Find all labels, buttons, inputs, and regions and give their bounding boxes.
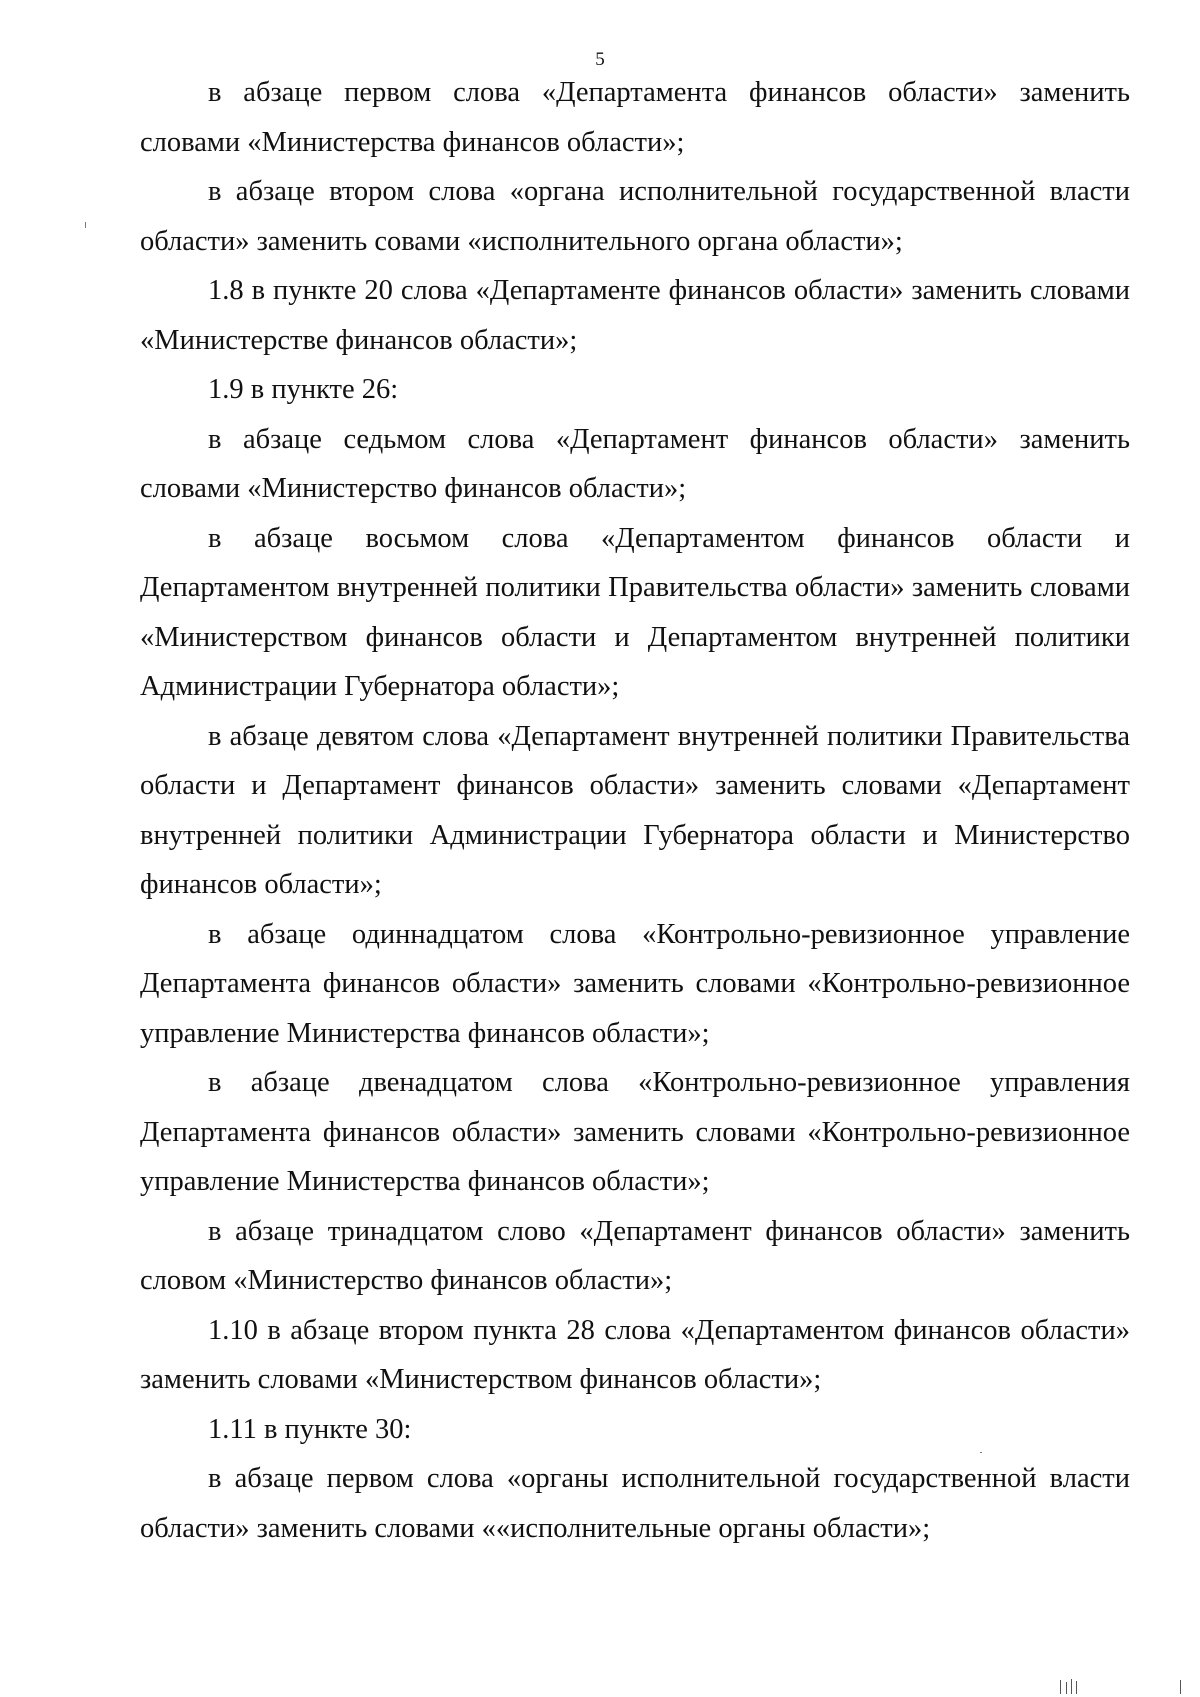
scan-artifact-bottom	[1076, 1681, 1077, 1694]
scan-artifact-bottom	[1180, 1680, 1181, 1694]
paragraph-13: в абзаце первом слова «органы исполнительной государственной власти области» заменить словами ««исполнительные органы области»;	[140, 1463, 1130, 1544]
paragraph-2: в абзаце втором слова «органа исполнительной государственной власти области» заменить совами «исполнительного органа области»;	[140, 176, 1130, 257]
paragraph-11: 1.10 в абзаце втором пункта 28 слова «Департаментом финансов области» заменить словами «Министерством финансов области»;	[140, 1314, 1130, 1395]
paragraph-10: в абзаце тринадцатом слово «Департамент финансов области» заменить словом «Министерство финансов области»;	[140, 1215, 1130, 1296]
page-number: 5	[595, 49, 605, 70]
paragraph-12: 1.11 в пункте 30:	[208, 1413, 412, 1445]
document-body	[140, 68, 1130, 1553]
scan-artifact-bottom	[1071, 1679, 1072, 1694]
scan-artifact-bottom	[1066, 1682, 1067, 1694]
paragraph-3: 1.8 в пункте 20 слова «Департаменте финансов области» заменить словами «Министерстве финансов области»;	[140, 275, 1130, 356]
paragraph-6: в абзаце восьмом слова «Департаментом финансов области и Департаментом внутренней политики Правительства области» заменить словами «Министерством финансов области и Департаментом внутренней политики Администрации Губернатора области»;	[140, 522, 1130, 702]
paragraph-1: в абзаце первом слова «Департамента финансов области» заменить словами «Министерства финансов области»;	[140, 77, 1130, 158]
paragraph-9: в абзаце двенадцатом слова «Контрольно-ревизионное управления Департамента финансов области» заменить словами «Контрольно-ревизионное управление Министерства финансов области»;	[140, 1067, 1130, 1197]
scan-artifact-right	[980, 1452, 982, 1453]
paragraph-4: 1.9 в пункте 26:	[208, 374, 399, 405]
paragraph-8: в абзаце одиннадцатом слова «Контрольно-ревизионное управление Департамента финансов области» заменить словами «Контрольно-ревизионное управление Министерства финансов области»;	[140, 918, 1130, 1049]
paragraph-7: в абзаце девятом слова «Департамент внутренней политики Правительства области и Департамент финансов области» заменить словами «Департамент внутренней политики Администрации Губернатора области и Министерство финансов области»;	[140, 720, 1130, 900]
scan-artifact-left	[85, 222, 86, 228]
paragraph-5: в абзаце седьмом слова «Департамент финансов области» заменить словами «Министерство финансов области»;	[140, 423, 1130, 504]
scan-artifact-bottom	[1060, 1680, 1061, 1694]
